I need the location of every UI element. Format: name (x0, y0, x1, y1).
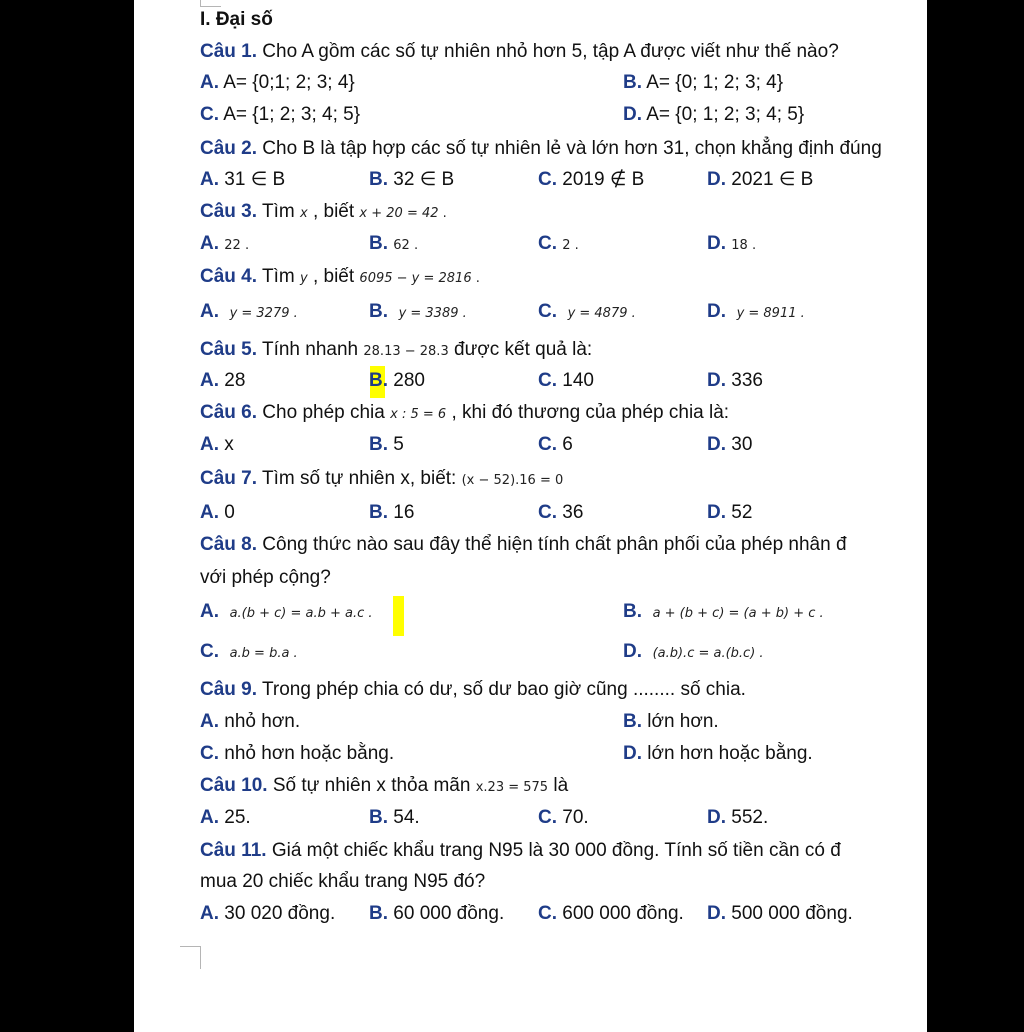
q1-option-c: C. A= {1; 2; 3; 4; 5} (200, 104, 361, 125)
q9-option-b: B. lớn hơn. (623, 711, 719, 732)
q11-option-a: A. 30 020 đồng. (200, 903, 336, 924)
question-10: Câu 10. Số tự nhiên x thỏa mãn x.23 = 575 là (200, 775, 569, 796)
page-corner-mark (200, 0, 221, 7)
q6-option-b: B. 5 (369, 434, 404, 455)
q5-option-c: C. 140 (538, 370, 594, 391)
q3-option-c: C. 2 . (538, 233, 579, 254)
q2-option-a: A. 31 ∈ B (200, 169, 286, 190)
document-page (134, 0, 927, 1032)
question-11: Câu 11. Giá một chiếc khẩu trang N95 là 30 000 đồng. Tính số tiền cần có đ (200, 840, 841, 861)
q5-option-b: B. 280 (369, 370, 425, 391)
q7-option-c: C. 36 (538, 502, 584, 523)
question-8-line2: với phép cộng? (200, 567, 331, 588)
q3-option-b: B. 62 . (369, 233, 419, 254)
q2-option-c: C. 2019 ∉ B (538, 169, 645, 190)
q3-option-a: A. 22 . (200, 233, 250, 254)
q2-option-d: D. 2021 ∈ B (707, 169, 814, 190)
q4-option-a: A. y = 3279 . (200, 301, 298, 322)
q7-option-a: A. 0 (200, 502, 235, 523)
q3-option-d: D. 18 . (707, 233, 757, 254)
question-11-line2: mua 20 chiếc khẩu trang N95 đó? (200, 871, 486, 892)
q11-option-b: B. 60 000 đồng. (369, 903, 505, 924)
q9-option-a: A. nhỏ hơn. (200, 711, 301, 732)
q1-option-d: D. A= {0; 1; 2; 3; 4; 5} (623, 104, 805, 125)
q9-option-d: D. lớn hơn hoặc bằng. (623, 743, 813, 764)
q6-option-a: A. x (200, 434, 234, 455)
question-9: Câu 9. Trong phép chia có dư, số dư bao giờ cũng ........ số chia. (200, 679, 746, 700)
q4-option-c: C. y = 4879 . (538, 301, 636, 322)
q10-option-d: D. 552. (707, 807, 769, 828)
question-2: Câu 2. Cho B là tập hợp các số tự nhiên lẻ và lớn hơn 31, chọn khẳng định đúng (200, 138, 882, 159)
q6-option-c: C. 6 (538, 434, 573, 455)
q8-option-c: C. a.b = b.a . (200, 641, 298, 662)
question-1: Câu 1. Cho A gồm các số tự nhiên nhỏ hơn 5, tập A được viết như thế nào? (200, 41, 839, 62)
highlight-marker (393, 596, 404, 636)
q10-option-c: C. 70. (538, 807, 589, 828)
q8-option-d: D. (a.b).c = a.(b.c) . (623, 641, 764, 662)
q8-option-b: B. a + (b + c) = (a + b) + c . (623, 601, 824, 622)
q9-option-c: C. nhỏ hơn hoặc bằng. (200, 743, 395, 764)
q10-option-b: B. 54. (369, 807, 420, 828)
question-8: Câu 8. Công thức nào sau đây thể hiện tính chất phân phối của phép nhân đ (200, 534, 847, 555)
section-title: I. Đại số (200, 9, 273, 30)
q7-option-b: B. 16 (369, 502, 415, 523)
question-5: Câu 5. Tính nhanh 28.13 − 28.3 được kết quả là: (200, 339, 593, 360)
q10-option-a: A. 25. (200, 807, 251, 828)
q8-option-a: A. a.(b + c) = a.b + a.c . (200, 601, 373, 622)
q7-option-d: D. 52 (707, 502, 753, 523)
q5-option-a: A. 28 (200, 370, 246, 391)
q11-option-d: D. 500 000 đồng. (707, 903, 853, 924)
question-3: Câu 3. Tìm x , biết x + 20 = 42 . (200, 201, 447, 222)
question-4: Câu 4. Tìm y , biết 6095 − y = 2816 . (200, 266, 480, 287)
q11-option-c: C. 600 000 đồng. (538, 903, 684, 924)
q2-option-b: B. 32 ∈ B (369, 169, 455, 190)
question-7: Câu 7. Tìm số tự nhiên x, biết: (x − 52).16 = 0 (200, 468, 564, 489)
page-corner-mark (180, 946, 201, 969)
q6-option-d: D. 30 (707, 434, 753, 455)
q5-option-d: D. 336 (707, 370, 763, 391)
q4-option-d: D. y = 8911 . (707, 301, 805, 322)
q4-option-b: B. y = 3389 . (369, 301, 467, 322)
q1-option-b: B. A= {0; 1; 2; 3; 4} (623, 72, 784, 93)
q1-option-a: A. A= {0;1; 2; 3; 4} (200, 72, 355, 93)
question-6: Câu 6. Cho phép chia x : 5 = 6 , khi đó thương của phép chia là: (200, 402, 730, 423)
